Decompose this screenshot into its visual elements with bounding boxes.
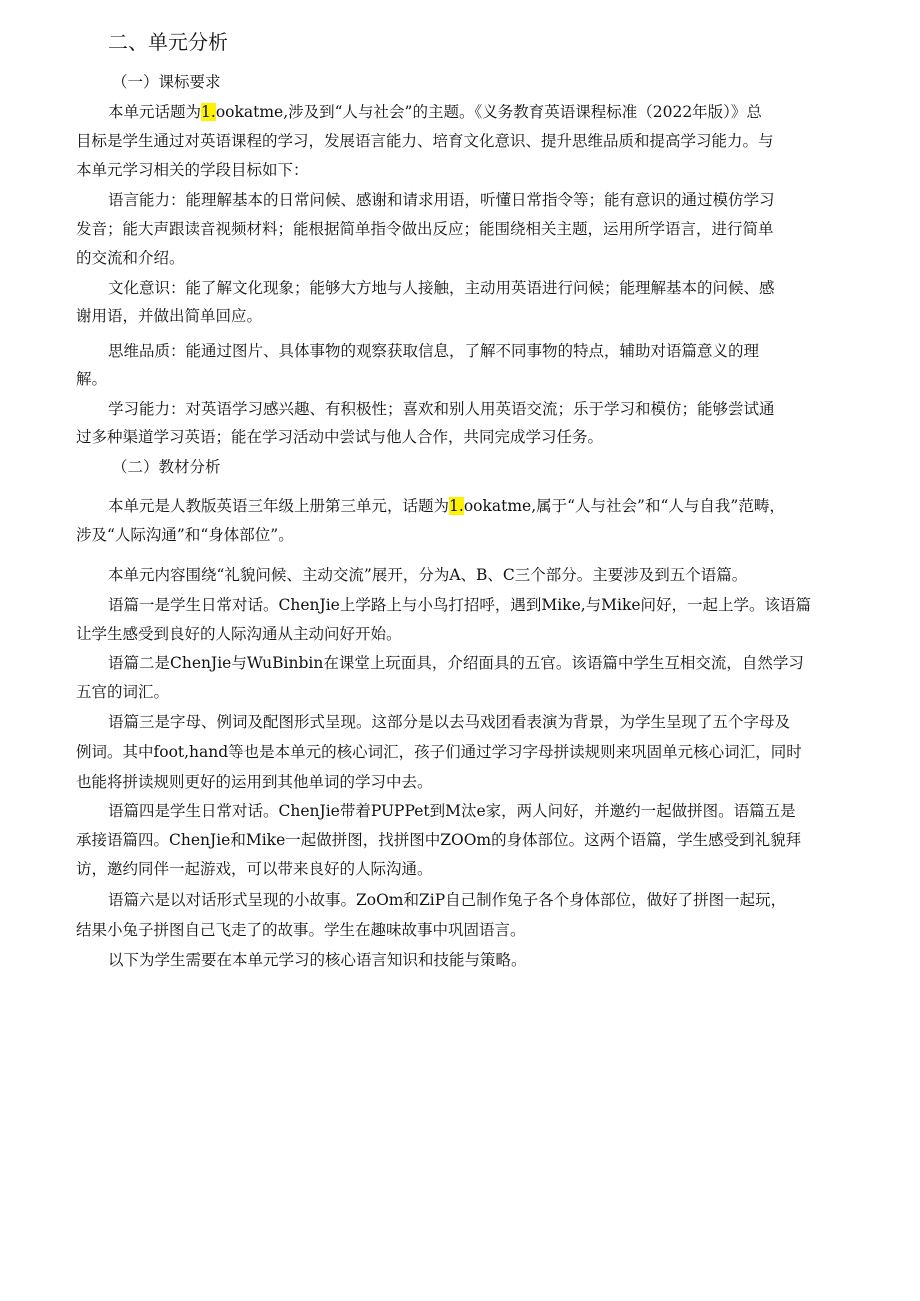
paragraph-line: 五官的词汇。: [76, 683, 170, 701]
text-run: 本单元话题为: [108, 103, 202, 121]
paragraph-line: 语篇三是字母、例词及配图形式呈现。这部分是以去马戏团看表演为背景，为学生呈现了五个字母及: [108, 713, 791, 731]
paragraph-line: 谢用语，并做出简单回应。: [76, 307, 263, 325]
section-title: 二、单元分析: [108, 30, 228, 54]
text-run: ookatme,涉及到“人与社会”的主题。《义务教育英语课程标准（2022年版）》总: [215, 103, 762, 121]
text-run: ookatme,属于“人与社会”和“人与自我”范畴，: [463, 497, 785, 515]
subsection-title-curriculum: （一）课标要求: [112, 73, 221, 91]
paragraph-line: 结果小兔子拼图自己飞走了的故事。学生在趣味故事中巩固语言。: [76, 921, 526, 939]
paragraph-line: 的交流和介绍。: [76, 249, 185, 267]
paragraph-line: [108, 494, 856, 518]
highlighted-text: 1.: [449, 497, 464, 515]
paragraph-line: 思维品质：能通过图片、具体事物的观察获取信息，了解不同事物的特点，辅助对语篇意义的理: [108, 342, 760, 360]
paragraph-line: 承接语篇四。ChenJie和Mike一起做拼图，找拼图中ZOOm的身体部位。这两个语篇，学生感受到礼貌拜: [76, 831, 802, 849]
subsection-title-textbook: （二）教材分析: [112, 458, 221, 476]
paragraph-line: 语言能力：能理解基本的日常问候、感谢和请求用语，听懂日常指令等；能有意识的通过模仿学习: [108, 191, 775, 209]
paragraph-line: 语篇四是学生日常对话。ChenJie带着PUPPet到M汰e家，两人问好，并邀约一起做拼图。语篇五是: [108, 802, 796, 820]
paragraph-line: 过多种渠道学习英语；能在学习活动中尝试与他人合作，共同完成学习任务。: [76, 428, 604, 446]
paragraph-line: 访，邀约同伴一起游戏，可以带来良好的人际沟通。: [76, 860, 433, 878]
paragraph-line: 本单元内容围绕“礼貌问候、主动交流”展开，分为A、B、C三个部分。主要涉及到五个语篇。: [108, 566, 748, 584]
highlighted-text: 1.: [201, 103, 216, 121]
paragraph-line: 本单元学习相关的学段目标如下：: [76, 161, 309, 179]
paragraph-line: 语篇一是学生日常对话。ChenJie上学路上与小鸟打招呼，遇到Mike,与Mike问好，一起上学。该语篇: [108, 596, 812, 614]
paragraph-line: [108, 100, 856, 124]
paragraph-line: 以下为学生需要在本单元学习的核心语言知识和技能与策略。: [108, 951, 527, 969]
paragraph-line: 目标是学生通过对英语课程的学习，发展语言能力、培育文化意识、提升思维品质和提高学习能力。与: [76, 132, 774, 150]
paragraph-line: 语篇六是以对话形式呈现的小故事。ZoOm和ZiP自己制作兔子各个身体部位，做好了拼图一起玩，: [108, 891, 787, 909]
paragraph-line: 语篇二是ChenJie与WuBinbin在课堂上玩面具，介绍面具的五官。该语篇中学生互相交流，自然学习: [108, 654, 804, 672]
paragraph-line: 学习能力：对英语学习感兴趣、有积极性；喜欢和别人用英语交流；乐于学习和模仿；能够尝试通: [108, 400, 775, 418]
text-run: 本单元是人教版英语三年级上册第三单元，话题为: [108, 497, 450, 515]
paragraph-line: 文化意识：能了解文化现象；能够大方地与人接触，主动用英语进行问候；能理解基本的问候、感: [108, 279, 775, 297]
paragraph-line: 发音；能大声跟读音视频材料；能根据简单指令做出反应；能围绕相关主题，运用所学语言，进行简单: [76, 220, 774, 238]
paragraph-line: 解。: [76, 370, 108, 388]
paragraph-line: 涉及“人际沟通”和“身体部位”。: [76, 526, 294, 544]
paragraph-line: 让学生感受到良好的人际沟通从主动问好开始。: [76, 625, 402, 643]
paragraph-line: 例词。其中foot,hand等也是本单元的核心词汇，孩子们通过学习字母拼读规则来巩固单元核心词汇，同时: [76, 743, 802, 761]
paragraph-line: 也能将拼读规则更好的运用到其他单词的学习中去。: [76, 773, 433, 791]
